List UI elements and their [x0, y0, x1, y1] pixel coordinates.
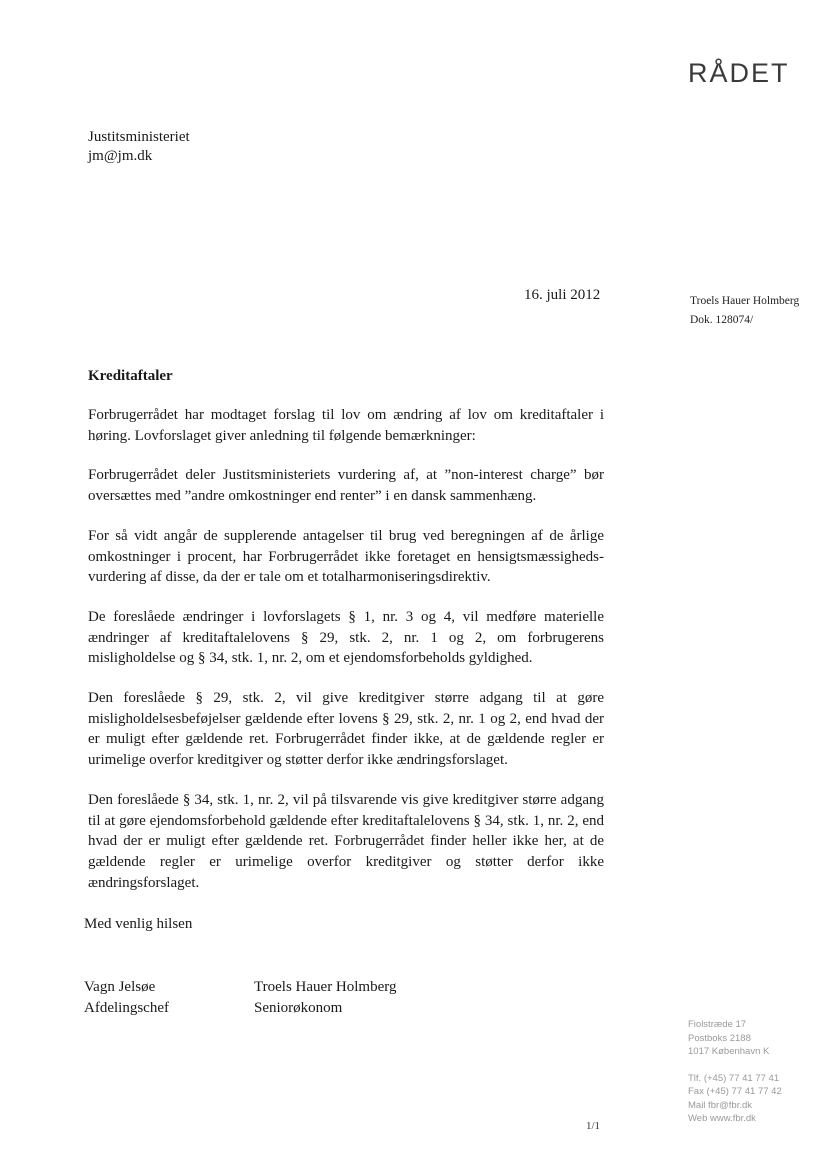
signatory-2	[254, 977, 397, 1019]
body-paragraph: For så vidt angår de supplerende antagelser til brug ved beregningen af de årlige omkostninger i procent, har Forbrugerrådet ikke foretaget en hensigtsmæssigheds-vurdering af disse, da der er tale om et totalharmoniseringsdirektiv.	[88, 527, 604, 586]
body-paragraph: Forbrugerrådet deler Justitsministeriets vurdering af, at ”non-interest charge” bør oversættes med ”andre omkostninger end renter” i en dansk sammenhæng.	[88, 467, 604, 505]
recipient-name: Justitsministeriet	[88, 129, 190, 145]
letter-body	[88, 405, 604, 912]
sidebar-person: Troels Hauer Holmberg	[690, 295, 800, 307]
address-mail: Mail fbr@fbr.dk	[688, 1099, 753, 1111]
letter-date: 16. juli 2012	[524, 287, 601, 303]
signatory-name: Troels Hauer Holmberg	[254, 979, 397, 995]
address-street: Fiolstræde 17	[688, 1019, 747, 1030]
signatory-title: Seniorøkonom	[254, 1000, 343, 1016]
address-pobox: Postboks 2188	[688, 1032, 751, 1044]
sidebar-doc-number: Dok. 128074/	[690, 314, 754, 326]
sidebar-reference	[690, 292, 799, 330]
page-number: 1/1	[586, 1120, 601, 1132]
address-city: 1017 København K	[688, 1046, 770, 1057]
letter-subject: Kreditaftaler	[88, 368, 173, 384]
organization-address	[688, 1018, 782, 1126]
address-web: Web www.fbr.dk	[688, 1113, 756, 1124]
body-paragraph: Forbrugerrådet har modtaget forslag til lov om ændring af lov om kreditaftaler i høring. Lovforslaget giver anledning til følgende bemærkninger:	[88, 407, 604, 444]
closing-salutation: Med venlig hilsen	[84, 916, 193, 932]
body-paragraph: De foreslåede ændringer i lovforslagets § 1, nr. 3 og 4, vil medføre materielle ændringer af kreditaftalelovens § 29, stk. 2, nr. 1 og 2, om forbrugerens misligholdelse og § 34, stk. 1, nr. 2, om et ejendomsforbeholds gyldighed.	[88, 608, 604, 667]
body-paragraph: Den foreslåede § 29, stk. 2, vil give kreditgiver større adgang til at gøre misligholdelsesbeføjelser gældende efter lovens § 29, stk. 2, nr. 1 og 2, end hvad der er muligt efter gældende ret. Forbrugerrådet finder ikke, at de gældende regler er urimelige overfor kreditgiver og støtter derfor ikke ændringsforslaget.	[88, 690, 604, 769]
signatory-1	[84, 977, 169, 1019]
address-fax: Fax (+45) 77 41 77 42	[688, 1086, 782, 1097]
address-phone: Tlf. (+45) 77 41 77 41	[688, 1072, 780, 1084]
recipient-block	[88, 128, 190, 166]
body-paragraph: Den foreslåede § 34, stk. 1, nr. 2, vil på tilsvarende vis give kreditgiver større adgang til at gøre ejendomsforbehold gældende efter kreditaftalelovens § 34, stk. 1, nr. 2, end hvad der er muligt efter gældende ret. Forbrugerrådet finder heller ikke her, at de gældende regler er urimelige overfor kreditgiver og støtter derfor ikke ændringsforslaget.	[88, 791, 604, 891]
signatory-title: Afdelingschef	[84, 1000, 169, 1016]
signatory-name: Vagn Jelsøe	[84, 979, 156, 995]
recipient-email: jm@jm.dk	[88, 148, 153, 164]
organization-logo: RÅDET	[688, 58, 790, 88]
